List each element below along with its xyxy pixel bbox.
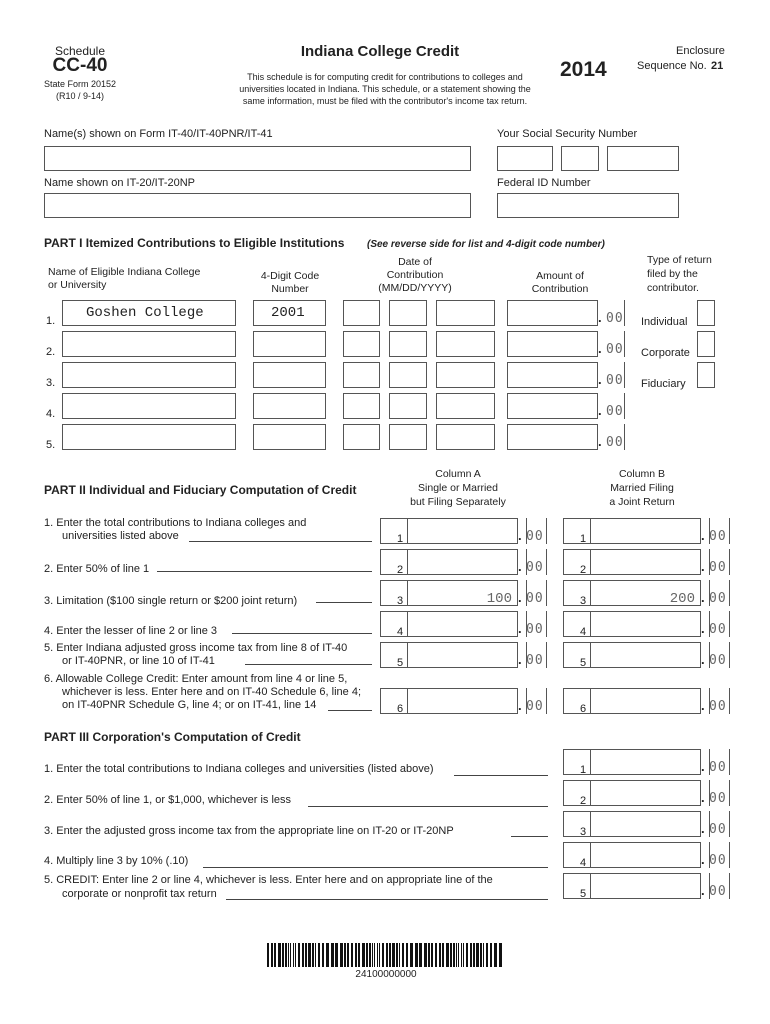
barcode-bar bbox=[402, 943, 404, 967]
part2-col-a-cents: 00 bbox=[526, 591, 544, 606]
type-corporate-checkbox[interactable] bbox=[697, 331, 715, 357]
decimal-point: . bbox=[701, 621, 705, 636]
part2-line-text: whichever is less. Enter here and on IT-40 Schedule 6, line 4; bbox=[62, 686, 362, 698]
barcode-bar bbox=[369, 943, 371, 967]
line-number-divider bbox=[590, 842, 591, 868]
tax-year: 2014 bbox=[560, 58, 607, 81]
part3-line-text: 3. Enter the adjusted gross income tax from the appropriate line on IT-20 or IT-20NP bbox=[44, 825, 454, 837]
fill-underline bbox=[328, 710, 372, 711]
part2-col-a-value: 100 bbox=[486, 591, 512, 607]
decimal-point: . bbox=[598, 372, 602, 387]
barcode-bar bbox=[374, 943, 375, 967]
part2-line-number: 1 bbox=[580, 533, 587, 545]
barcode-bar bbox=[473, 943, 475, 967]
part3-line-text: corporate or nonprofit tax return bbox=[62, 888, 217, 900]
col-name-header: Name of Eligible Indiana College or University bbox=[48, 266, 201, 291]
barcode-bar bbox=[446, 943, 449, 967]
part1-row-number: 5. bbox=[46, 439, 56, 451]
cents-divider bbox=[729, 642, 730, 668]
part1-row-number: 3. bbox=[46, 377, 56, 389]
part2-line-number: 3 bbox=[397, 595, 404, 607]
cents-divider bbox=[729, 873, 730, 899]
part3-line-number: 1 bbox=[580, 764, 587, 776]
part3-title: PART III Corporation's Computation of Credit bbox=[44, 730, 301, 744]
decimal-point: . bbox=[518, 559, 522, 574]
part2-line-number: 3 bbox=[580, 595, 587, 607]
part3-line-text: 2. Enter 50% of line 1, or $1,000, whichever is less bbox=[44, 794, 292, 806]
part2-col-b-cents: 00 bbox=[709, 560, 727, 575]
code-value: 2001 bbox=[271, 305, 305, 321]
description: This schedule is for computing credit for contributions to colleges and bbox=[247, 72, 523, 82]
institution-name-field[interactable] bbox=[62, 362, 236, 388]
part2-line-number: 5 bbox=[397, 657, 404, 669]
part2-line-number: 6 bbox=[397, 703, 404, 715]
part1-row-number: 4. bbox=[46, 408, 56, 420]
fill-underline bbox=[454, 775, 548, 776]
barcode-bar bbox=[326, 943, 329, 967]
amount-field[interactable] bbox=[507, 362, 598, 388]
barcode bbox=[267, 943, 505, 967]
part2-col-a-cents: 00 bbox=[526, 653, 544, 668]
part2-col-b-cents: 00 bbox=[709, 653, 727, 668]
line-number-divider bbox=[407, 688, 408, 714]
code-field[interactable] bbox=[253, 300, 326, 326]
enclosure-label: Enclosure bbox=[676, 45, 725, 57]
part2-title: PART II Individual and Fiduciary Computation of Credit bbox=[44, 483, 357, 497]
amount-field[interactable] bbox=[507, 393, 598, 419]
barcode-bar bbox=[340, 943, 343, 967]
barcode-bar bbox=[318, 943, 320, 967]
part2-col-a-cents: 00 bbox=[526, 529, 544, 544]
part2-line-text: 1. Enter the total contributions to Indiana colleges and bbox=[44, 517, 307, 529]
part3-cents: 00 bbox=[709, 760, 727, 775]
part2-line-number: 6 bbox=[580, 703, 587, 715]
line-number-divider bbox=[407, 611, 408, 637]
cents-divider bbox=[729, 611, 730, 637]
barcode-bar bbox=[463, 943, 464, 967]
line-number-divider bbox=[590, 811, 591, 837]
part1-note: (See reverse side for list and 4-digit code number) bbox=[367, 239, 605, 250]
line-number-divider bbox=[590, 749, 591, 775]
barcode-bar bbox=[431, 943, 433, 967]
decimal-point: . bbox=[598, 403, 602, 418]
decimal-point: . bbox=[701, 759, 705, 774]
date-month-field[interactable] bbox=[343, 362, 380, 388]
barcode-bar bbox=[419, 943, 422, 967]
barcode-bar bbox=[442, 943, 444, 967]
part3-line-number: 3 bbox=[580, 826, 587, 838]
barcode-bar bbox=[315, 943, 316, 967]
cents-divider bbox=[729, 780, 730, 806]
part2-line-text: 6. Allowable College Credit: Enter amount from line 4 or line 5, bbox=[44, 673, 348, 685]
barcode-bar bbox=[424, 943, 427, 967]
date-day-field[interactable] bbox=[389, 393, 427, 419]
institution-name-field[interactable] bbox=[62, 300, 236, 326]
cents-divider bbox=[546, 642, 547, 668]
it20-name-label: Name shown on IT-20/IT-20NP bbox=[44, 177, 196, 189]
decimal-point: . bbox=[518, 698, 522, 713]
part2-col-b-cents: 00 bbox=[709, 591, 727, 606]
part3-cents: 00 bbox=[709, 822, 727, 837]
part2-col-b-value: 200 bbox=[669, 591, 695, 607]
barcode-bar bbox=[480, 943, 482, 967]
barcode-bar bbox=[450, 943, 452, 967]
fill-underline bbox=[232, 633, 372, 634]
part2-line-number: 2 bbox=[397, 564, 404, 576]
barcode-bar bbox=[382, 943, 384, 967]
barcode-bar bbox=[435, 943, 437, 967]
barcode-bar bbox=[288, 943, 289, 967]
part3-cents: 00 bbox=[709, 884, 727, 899]
part3-line-number: 4 bbox=[580, 857, 587, 869]
barcode-bar bbox=[466, 943, 468, 967]
part2-line-number: 4 bbox=[580, 626, 587, 638]
decimal-point: . bbox=[701, 559, 705, 574]
barcode-bar bbox=[453, 943, 455, 967]
schedule-label: Schedule bbox=[54, 44, 106, 58]
fill-underline bbox=[157, 571, 372, 572]
cents-divider bbox=[546, 580, 547, 606]
fill-underline bbox=[511, 836, 548, 837]
amount-cents: 00 bbox=[606, 311, 624, 326]
barcode-bar bbox=[298, 943, 300, 967]
amount-cents: 00 bbox=[606, 435, 624, 450]
it40-name-label: Name(s) shown on Form IT-40/IT-40PNR/IT-41 bbox=[44, 128, 273, 140]
barcode-bar bbox=[267, 943, 269, 967]
barcode-bar bbox=[377, 943, 378, 967]
col-date-header: Date of Contribution (MM/DD/YYYY) bbox=[378, 256, 452, 294]
fill-underline bbox=[308, 806, 548, 807]
revision: (R10 / 9-14) bbox=[55, 91, 105, 101]
barcode-bar bbox=[305, 943, 307, 967]
part3-line-text: 1. Enter the total contributions to Indiana colleges and universities (listed above) bbox=[44, 763, 434, 775]
fill-underline bbox=[189, 541, 372, 542]
line-number-divider bbox=[590, 580, 591, 606]
barcode-bar bbox=[439, 943, 441, 967]
fill-underline bbox=[316, 602, 372, 603]
type-individual-checkbox[interactable] bbox=[697, 300, 715, 326]
type-fiduciary-label: Fiduciary bbox=[641, 378, 686, 390]
barcode-bar bbox=[366, 943, 368, 967]
type-individual-label: Individual bbox=[641, 316, 688, 328]
barcode-bar bbox=[396, 943, 398, 967]
cents-divider bbox=[729, 842, 730, 868]
decimal-point: . bbox=[518, 528, 522, 543]
cents-divider bbox=[546, 611, 547, 637]
date-month-field[interactable] bbox=[343, 300, 380, 326]
it40-name-field[interactable] bbox=[44, 146, 471, 171]
cents-divider bbox=[546, 518, 547, 544]
line-number-divider bbox=[407, 518, 408, 544]
form-code: CC-40 bbox=[52, 55, 108, 76]
it20-name-field[interactable] bbox=[44, 193, 471, 218]
decimal-point: . bbox=[518, 652, 522, 667]
code-field[interactable] bbox=[253, 393, 326, 419]
decimal-point: . bbox=[598, 434, 602, 449]
part2-line-number: 2 bbox=[580, 564, 587, 576]
part2-line-text: on IT-40PNR Schedule G, line 4; or on IT-41, line 14 bbox=[62, 699, 317, 711]
cents-divider bbox=[729, 518, 730, 544]
line-number-divider bbox=[590, 642, 591, 668]
cents-divider bbox=[546, 549, 547, 575]
col-amount-header: Amount of Contribution bbox=[531, 270, 589, 295]
decimal-point: . bbox=[701, 528, 705, 543]
barcode-bar bbox=[358, 943, 360, 967]
date-day-field[interactable] bbox=[389, 424, 427, 450]
fein-field[interactable] bbox=[497, 193, 679, 218]
barcode-bar bbox=[285, 943, 287, 967]
decimal-point: . bbox=[701, 790, 705, 805]
institution-name-field[interactable] bbox=[62, 331, 236, 357]
ssn-label: Your Social Security Number bbox=[497, 128, 638, 140]
amount-field[interactable] bbox=[507, 331, 598, 357]
barcode-bar bbox=[415, 943, 418, 967]
state-form: State Form 20152 bbox=[43, 79, 117, 89]
decimal-point: . bbox=[701, 698, 705, 713]
part2-col-b-cents: 00 bbox=[709, 529, 727, 544]
date-day-field[interactable] bbox=[389, 300, 427, 326]
date-month-field[interactable] bbox=[343, 331, 380, 357]
fill-underline bbox=[245, 664, 372, 665]
barcode-bar bbox=[308, 943, 311, 967]
barcode-bar bbox=[335, 943, 338, 967]
line-number-divider bbox=[590, 518, 591, 544]
decimal-point: . bbox=[701, 852, 705, 867]
col-code-header: 4-Digit Code Number bbox=[260, 270, 320, 295]
institution-name-field[interactable] bbox=[62, 393, 236, 419]
barcode-bar bbox=[362, 943, 365, 967]
code-field[interactable] bbox=[253, 331, 326, 357]
line-number-divider bbox=[407, 549, 408, 575]
col-type-header: Type of return filed by the contributor. bbox=[647, 254, 712, 294]
col-b-header: Column B Married Filing a Joint Return bbox=[609, 468, 675, 508]
part2-col-b-cents: 00 bbox=[709, 699, 727, 714]
date-year-field[interactable] bbox=[436, 393, 495, 419]
part3-line-number: 2 bbox=[580, 795, 587, 807]
description: same information, must be filed with the contributor's income tax return. bbox=[242, 96, 528, 106]
barcode-bar bbox=[386, 943, 388, 967]
line-number-divider bbox=[590, 780, 591, 806]
cents-divider bbox=[729, 749, 730, 775]
date-year-field[interactable] bbox=[436, 300, 495, 326]
line-number-divider bbox=[590, 688, 591, 714]
barcode-bar bbox=[312, 943, 314, 967]
fein-label: Federal ID Number bbox=[497, 177, 591, 189]
part1-row-number: 1. bbox=[46, 315, 56, 327]
part2-line-text: 2. Enter 50% of line 1 bbox=[44, 563, 150, 575]
date-day-field[interactable] bbox=[389, 331, 427, 357]
code-field[interactable] bbox=[253, 362, 326, 388]
code-field[interactable] bbox=[253, 424, 326, 450]
decimal-point: . bbox=[701, 590, 705, 605]
date-month-field[interactable] bbox=[343, 393, 380, 419]
barcode-bar bbox=[290, 943, 291, 967]
barcode-bar bbox=[476, 943, 479, 967]
amount-cents: 00 bbox=[606, 404, 624, 419]
cents-divider bbox=[729, 549, 730, 575]
barcode-bar bbox=[483, 943, 484, 967]
type-corporate-label: Corporate bbox=[641, 347, 690, 359]
part3-cents: 00 bbox=[709, 853, 727, 868]
barcode-bar bbox=[278, 943, 281, 967]
col-a-header: Column A Single or Married but Filing Separately bbox=[410, 468, 506, 508]
part2-line-text: 4. Enter the lesser of line 2 or line 3 bbox=[44, 625, 218, 637]
part1-title: PART I Itemized Contributions to Eligible Institutions bbox=[44, 236, 345, 250]
barcode-bar bbox=[372, 943, 373, 967]
barcode-bar bbox=[458, 943, 459, 967]
institution-name-value: Goshen College bbox=[86, 305, 204, 321]
decimal-point: . bbox=[598, 310, 602, 325]
barcode-bar bbox=[456, 943, 457, 967]
part3-cents: 00 bbox=[709, 791, 727, 806]
date-month-field[interactable] bbox=[343, 424, 380, 450]
fill-underline bbox=[226, 899, 548, 900]
part2-col-b-cents: 00 bbox=[709, 622, 727, 637]
barcode-bar bbox=[410, 943, 413, 967]
barcode-bar bbox=[399, 943, 400, 967]
part3-line-text: 5. CREDIT: Enter line 2 or line 4, whichever is less. Enter here and on appropriate line of the bbox=[44, 874, 493, 886]
cents-divider bbox=[729, 811, 730, 837]
ssn-field-1[interactable] bbox=[497, 146, 553, 171]
barcode-bar bbox=[351, 943, 353, 967]
decimal-point: . bbox=[518, 621, 522, 636]
barcode-bar bbox=[428, 943, 430, 967]
date-day-field[interactable] bbox=[389, 362, 427, 388]
part2-col-a-cents: 00 bbox=[526, 560, 544, 575]
part2-line-text: universities listed above bbox=[62, 530, 179, 542]
barcode-bar bbox=[392, 943, 395, 967]
fill-underline bbox=[203, 867, 548, 868]
date-year-field[interactable] bbox=[436, 424, 495, 450]
date-year-field[interactable] bbox=[436, 331, 495, 357]
page-title: Indiana College Credit bbox=[300, 43, 460, 60]
decimal-point: . bbox=[518, 590, 522, 605]
barcode-bar bbox=[344, 943, 346, 967]
cents-divider bbox=[729, 688, 730, 714]
decimal-point: . bbox=[701, 821, 705, 836]
decimal-point: . bbox=[598, 341, 602, 356]
decimal-point: . bbox=[701, 883, 705, 898]
line-number-divider bbox=[407, 642, 408, 668]
sequence-label: Sequence No. bbox=[637, 60, 707, 72]
decimal-point: . bbox=[701, 652, 705, 667]
institution-name-field[interactable] bbox=[62, 424, 236, 450]
ssn-field-2[interactable] bbox=[561, 146, 599, 171]
cents-divider bbox=[546, 688, 547, 714]
barcode-bar bbox=[461, 943, 462, 967]
line-number-divider bbox=[590, 611, 591, 637]
barcode-bar bbox=[379, 943, 380, 967]
barcode-number: 24100000000 bbox=[355, 969, 417, 980]
part2-line-number: 5 bbox=[580, 657, 587, 669]
amount-field[interactable] bbox=[507, 300, 598, 326]
barcode-bar bbox=[282, 943, 284, 967]
amount-cents: 00 bbox=[606, 342, 624, 357]
barcode-bar bbox=[293, 943, 294, 967]
part2-line-text: or IT-40PNR, or line 10 of IT-41 bbox=[62, 655, 215, 667]
part3-line-number: 5 bbox=[580, 888, 587, 900]
barcode-bar bbox=[302, 943, 304, 967]
amount-cents: 00 bbox=[606, 373, 624, 388]
part2-col-a-cents: 00 bbox=[526, 699, 544, 714]
type-fiduciary-checkbox[interactable] bbox=[697, 362, 715, 388]
sequence-number: 21 bbox=[711, 60, 724, 72]
part3-line-text: 4. Multiply line 3 by 10% (.10) bbox=[44, 855, 189, 867]
part2-line-text: 3. Limitation ($100 single return or $200 joint return) bbox=[44, 595, 298, 607]
part1-row-number: 2. bbox=[46, 346, 56, 358]
barcode-bar bbox=[406, 943, 408, 967]
barcode-bar bbox=[470, 943, 472, 967]
date-year-field[interactable] bbox=[436, 362, 495, 388]
barcode-bar bbox=[271, 943, 273, 967]
line-number-divider bbox=[590, 873, 591, 899]
description: universities located in Indiana. This schedule, or a statement showing the bbox=[239, 84, 531, 94]
barcode-bar bbox=[295, 943, 296, 967]
part2-col-a-cents: 00 bbox=[526, 622, 544, 637]
barcode-bar bbox=[331, 943, 334, 967]
amount-field[interactable] bbox=[507, 424, 598, 450]
barcode-bar bbox=[490, 943, 492, 967]
part2-line-number: 1 bbox=[397, 533, 404, 545]
ssn-field-3[interactable] bbox=[607, 146, 679, 171]
part2-line-number: 4 bbox=[397, 626, 404, 638]
barcode-bar bbox=[494, 943, 497, 967]
barcode-bar bbox=[389, 943, 391, 967]
line-number-divider bbox=[407, 580, 408, 606]
cents-divider bbox=[729, 580, 730, 606]
part2-line-text: 5. Enter Indiana adjusted gross income tax from line 8 of IT-40 bbox=[44, 642, 348, 654]
barcode-bar bbox=[499, 943, 502, 967]
barcode-bar bbox=[274, 943, 276, 967]
barcode-bar bbox=[486, 943, 488, 967]
barcode-bar bbox=[355, 943, 357, 967]
barcode-bar bbox=[347, 943, 349, 967]
barcode-bar bbox=[322, 943, 324, 967]
line-number-divider bbox=[590, 549, 591, 575]
